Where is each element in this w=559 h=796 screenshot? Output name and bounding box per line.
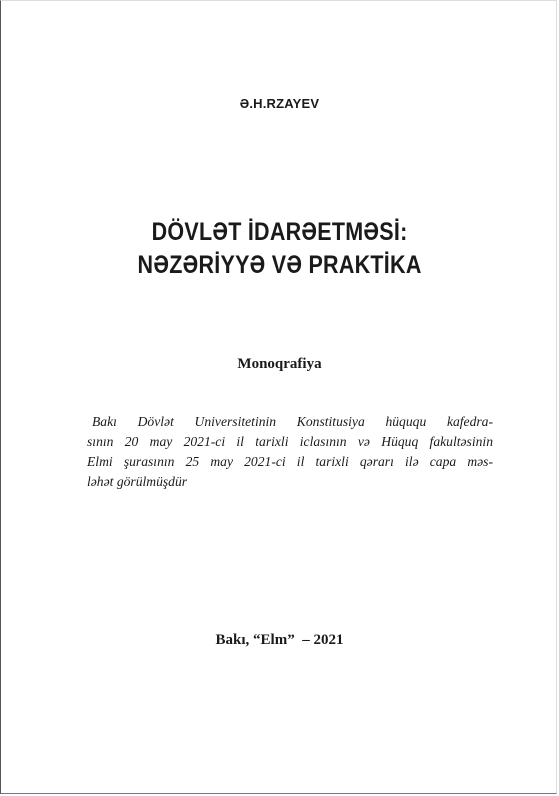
publication-imprint: Bakı, “Elm” – 2021 bbox=[215, 632, 344, 648]
author-name: Ə.H.RZAYEV bbox=[239, 96, 320, 111]
approval-note-line: sının 20 may 2021-ci il tarixli iclasının və Hüquq fakultəsinin bbox=[87, 434, 493, 449]
book-title-line-1: DÖVLƏT İDARƏETMƏSİ: bbox=[151, 218, 408, 246]
book-title bbox=[39, 216, 520, 282]
approval-note-line: Elmi şurasının 25 may 2021-ci il tarixli qərarı ilə capa məs- bbox=[87, 454, 493, 469]
book-title-line-2: NƏZƏRİYYƏ VƏ PRAKTİKA bbox=[137, 251, 422, 279]
genre-label: Monoqrafiya bbox=[237, 356, 322, 372]
approval-note-line: Bakı Dövlət Universitetinin Konstitusiya hüququ kafedra- bbox=[92, 414, 493, 429]
approval-note-line: ləhət görülmüşdür bbox=[87, 474, 188, 489]
approval-note bbox=[87, 412, 493, 492]
